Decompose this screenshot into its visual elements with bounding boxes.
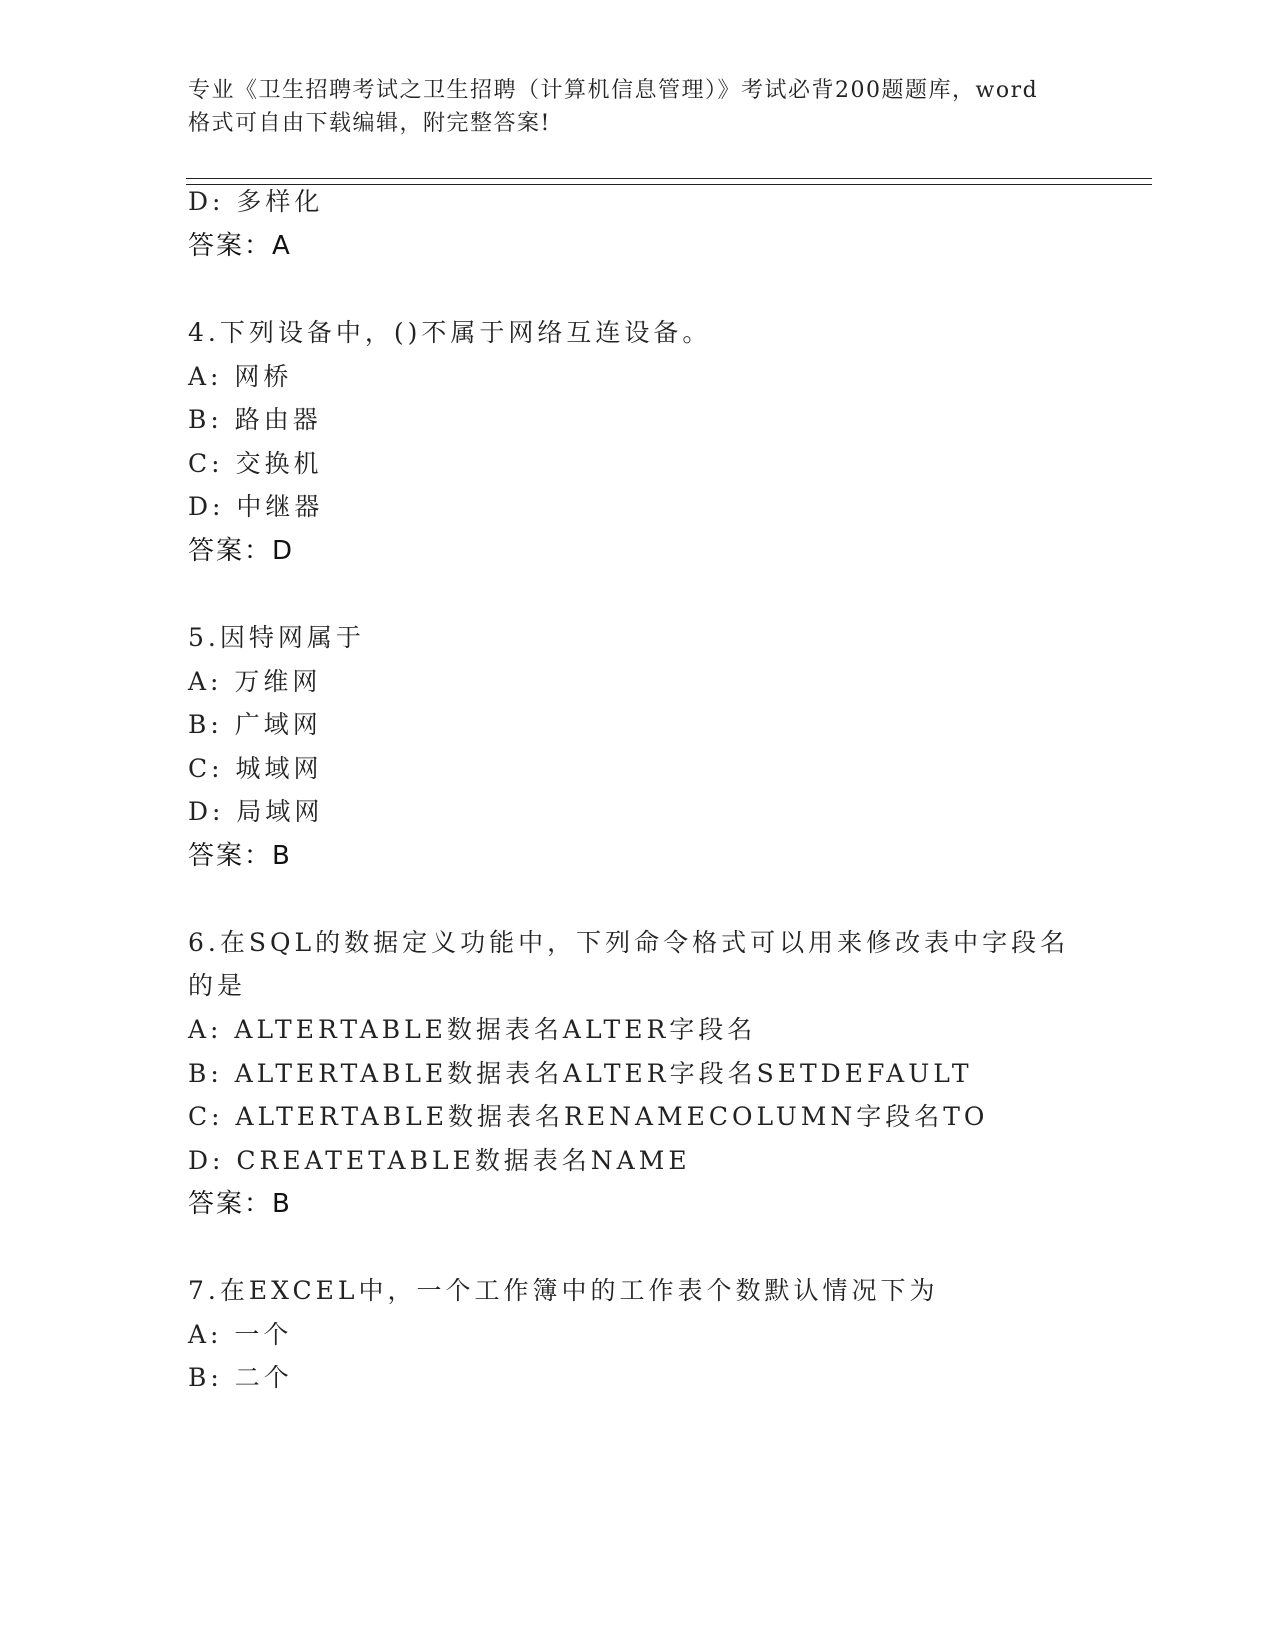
q6-answer: 答案：B [188,1189,292,1219]
header-title-line-2: 格式可自由下载编辑，附完整答案! [188,111,551,136]
q4-option-d: D: 中继器 [188,492,324,521]
q6-stem-line-1: 6.在SQL的数据定义功能中，下列命令格式可以用来修改表中字段名 [188,928,1070,957]
q6-stem-line-2: 的是 [188,971,247,1000]
prev-question-option-d: D: 多样化 [188,187,324,216]
prev-question-answer: 答案：A [188,231,292,261]
header-title-line-1: 专业《卫生招聘考试之卫生招聘（计算机信息管理）》考试必背200题题库，word [188,78,1039,103]
q4-stem: 4.下列设备中，()不属于网络互连设备。 [188,318,712,347]
q6-option-b: B: ALTERTABLE数据表名ALTER字段名SETDEFAULT [188,1059,973,1088]
q4-option-c: C: 交换机 [188,449,323,478]
document-header [188,74,1088,140]
q5-option-a: A: 万维网 [188,667,322,696]
q4-option-a: A: 网桥 [188,362,293,391]
q6-option-c: C: ALTERTABLE数据表名RENAMECOLUMN字段名TO [188,1102,989,1131]
q5-option-b: B: 广域网 [188,710,322,739]
q5-answer: 答案：B [188,841,292,871]
q7-option-a: A: 一个 [188,1320,293,1349]
q7-stem: 7.在EXCEL中，一个工作簿中的工作表个数默认情况下为 [188,1276,939,1305]
q7-option-b: B: 二个 [188,1363,293,1392]
q5-stem: 5.因特网属于 [188,623,365,652]
q5-option-d: D: 局域网 [188,797,324,826]
q4-answer: 答案：D [188,536,295,566]
q6-option-d: D: CREATETABLE数据表名NAME [188,1146,691,1175]
q4-option-b: B: 路由器 [188,405,322,434]
header-double-rule [186,178,1152,185]
q5-option-c: C: 城域网 [188,754,323,783]
q6-option-a: A: ALTERTABLE数据表名ALTER字段名 [188,1015,757,1044]
